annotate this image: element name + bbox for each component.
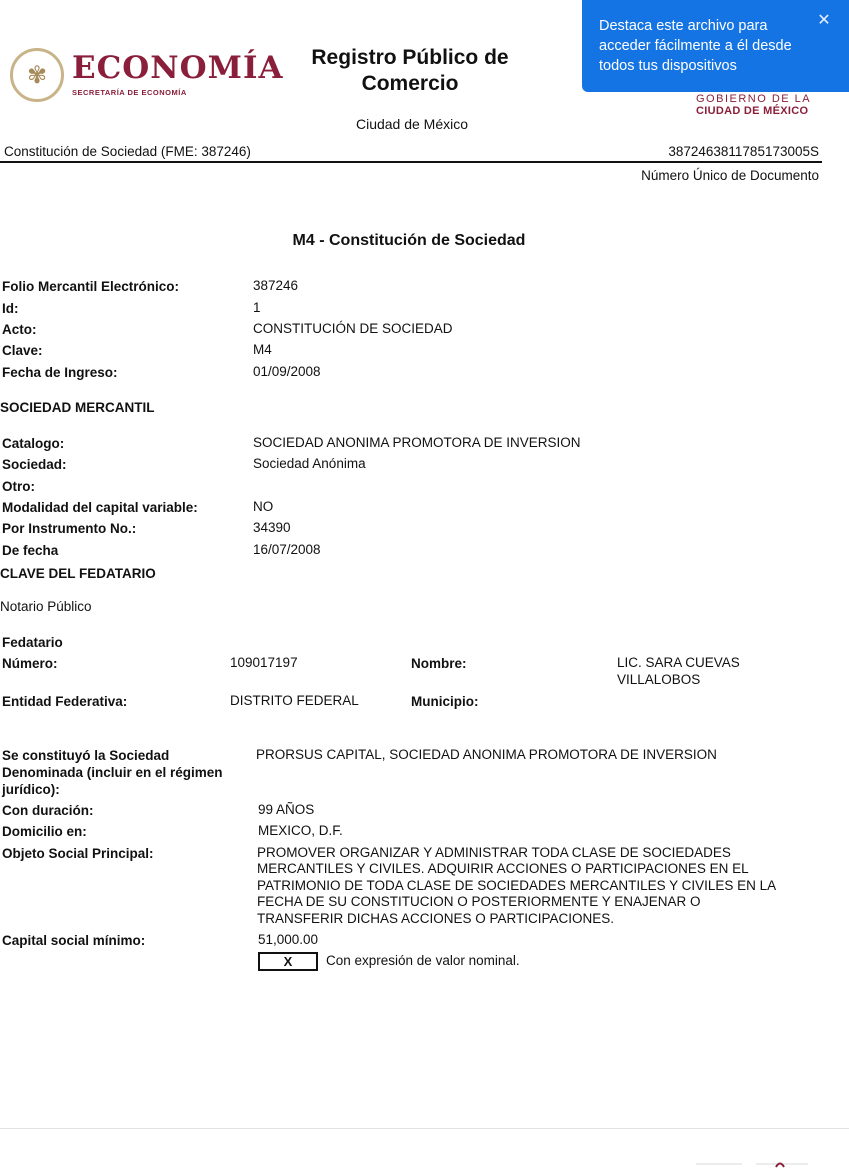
entidad-label: Entidad Federativa: (2, 694, 128, 709)
cdmx-logo (696, 94, 811, 117)
field-label: Sociedad: (2, 457, 67, 472)
document-number-label: Número Único de Documento (641, 168, 819, 183)
duracion-value: 99 AÑOS (258, 802, 315, 817)
valor-nominal-label: Con expresión de valor nominal. (326, 953, 520, 968)
clave-fedatario-heading: CLAVE DEL FEDATARIO (0, 566, 156, 581)
economia-logo (10, 48, 284, 102)
field-label: Modalidad del capital variable: (2, 500, 198, 515)
sociedad-heading: SOCIEDAD MERCANTIL (0, 400, 155, 415)
section-title: M4 - Constitución de Sociedad (292, 232, 526, 249)
objeto-line: PATRIMONIO DE TODA CLASE DE SOCIEDADES MERCANTILES Y CIVILES EN LA (257, 878, 777, 893)
brand-name: ECONOMÍA (72, 50, 284, 87)
denominada-label-line3: jurídico): (2, 782, 60, 797)
capital-value: 51,000.00 (258, 932, 319, 947)
duracion-label: Con duración: (2, 803, 94, 818)
domicilio-value: MEXICO, D.F. (258, 823, 343, 838)
registry-title: Registro Público de Comercio (311, 46, 509, 95)
fedatario-heading: Fedatario (2, 635, 63, 650)
municipio-label: Municipio: (411, 694, 479, 709)
page-separator (0, 1128, 849, 1129)
fedatario-tipo: Notario Público (0, 599, 92, 614)
field-label: Acto: (2, 322, 37, 337)
field-label: Por Instrumento No.: (2, 521, 137, 536)
national-seal-icon: ✾ (10, 48, 64, 102)
objeto-line: TRANSFERIR DICHAS ACCIONES O PARTICIPACIONES. (257, 911, 615, 926)
nombre-value-line2: VILLALOBOS (617, 672, 701, 687)
document-number: 3872463811785173005S (668, 144, 819, 159)
objeto-line: FECHA DE SU CONSTITUCION O POSTERIORMENTE Y ENAJENAR O (257, 894, 701, 909)
nombre-value-line1: LIC. SARA CUEVAS (617, 655, 740, 670)
field-value: M4 (253, 342, 272, 357)
next-page-edge (696, 1158, 808, 1169)
close-icon[interactable]: ✕ (817, 12, 831, 29)
field-label: Catalogo: (2, 436, 65, 451)
domicilio-label: Domicilio en: (2, 824, 87, 839)
field-value: 34390 (253, 520, 291, 535)
registry-city: Ciudad de México (355, 116, 469, 132)
nombre-label: Nombre: (411, 656, 467, 671)
cdmx-logo-line1: GOBIERNO DE LA (696, 93, 812, 105)
field-label: Fecha de Ingreso: (2, 365, 118, 380)
document-type: Constitución de Sociedad (FME: 387246) (4, 144, 251, 159)
field-value: CONSTITUCIÓN DE SOCIEDAD (253, 321, 453, 336)
field-label: Otro: (2, 479, 35, 494)
capital-label: Capital social mínimo: (2, 933, 146, 948)
objeto-line: PROMOVER ORGANIZAR Y ADMINISTRAR TODA CLASE DE SOCIEDADES (257, 845, 731, 860)
star-file-toast[interactable] (582, 0, 849, 92)
cdmx-logo-line2: CIUDAD DE MÉXICO (696, 104, 809, 117)
field-label: Clave: (2, 343, 43, 358)
field-value: NO (253, 499, 274, 514)
denominada-label-line1: Se constituyó la Sociedad (2, 748, 170, 763)
field-value: 1 (253, 300, 261, 315)
entidad-value: DISTRITO FEDERAL (230, 693, 359, 708)
brand-subtitle: SECRETARÍA DE ECONOMÍA (72, 88, 187, 98)
objeto-line: MERCANTILES Y CIVILES. ADQUIRIR ACCIONES O PARTICIPACIONES EN EL (257, 861, 749, 876)
field-value: Sociedad Anónima (253, 456, 366, 471)
field-value: 16/07/2008 (253, 542, 321, 557)
denominada-label-line2: Denominada (incluir en el régimen (2, 765, 223, 780)
numero-value: 109017197 (230, 655, 298, 670)
valor-nominal-checkbox: X (258, 952, 318, 971)
field-value: SOCIEDAD ANONIMA PROMOTORA DE INVERSION (253, 435, 581, 450)
denominada-value: PRORSUS CAPITAL, SOCIEDAD ANONIMA PROMOTORA DE INVERSION (256, 747, 717, 762)
field-label: Folio Mercantil Electrónico: (2, 279, 180, 294)
numero-label: Número: (2, 656, 58, 671)
objeto-label: Objeto Social Principal: (2, 846, 154, 861)
field-value: 387246 (253, 278, 299, 293)
toast-message: Destaca este archivo para acceder fácilmente a él desde todos tus dispositivos (599, 18, 792, 74)
header-divider (0, 161, 822, 163)
field-label: De fecha (2, 543, 59, 558)
field-value: 01/09/2008 (253, 364, 321, 379)
field-label: Id: (2, 301, 19, 316)
